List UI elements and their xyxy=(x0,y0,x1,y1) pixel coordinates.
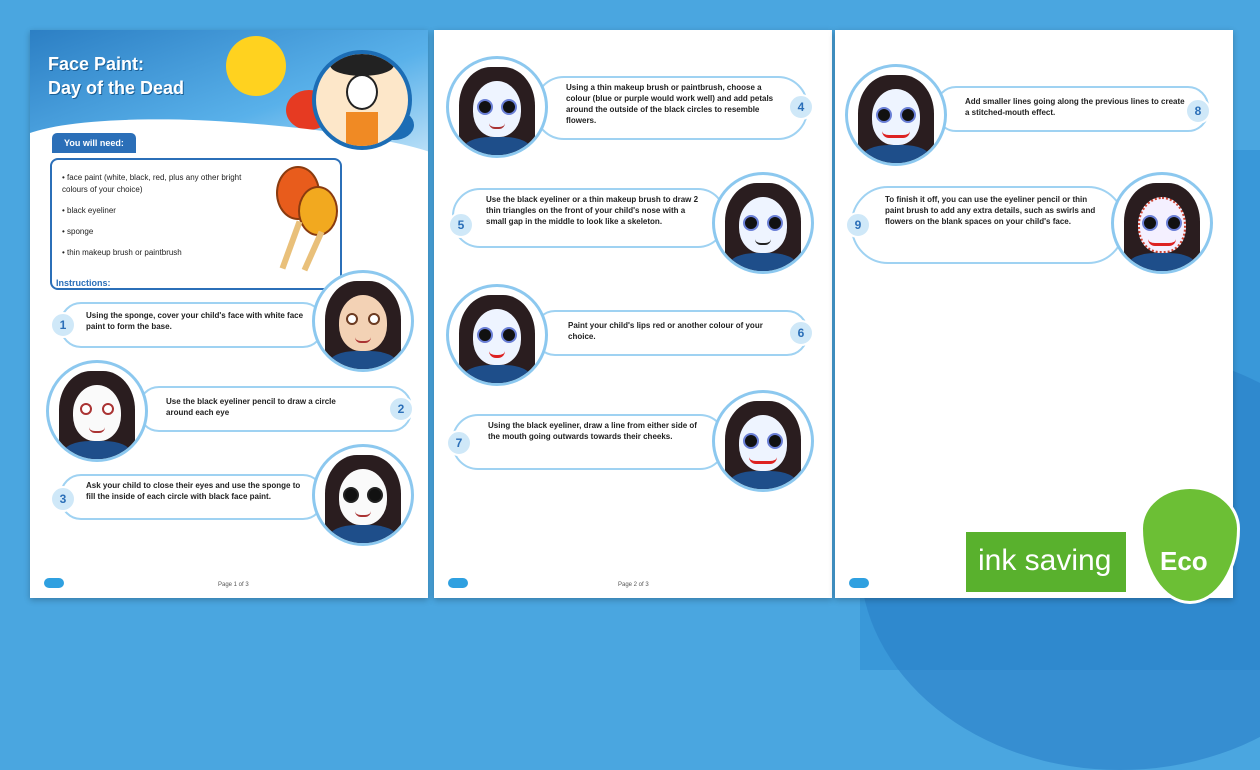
worksheet-page-2 xyxy=(434,30,832,598)
step-number: 4 xyxy=(788,94,814,120)
materials-box xyxy=(50,158,342,290)
step-text: Use the black eyeliner or a thin makeup brush to draw 2 thin triangles on the front of your child's nose with a small gap in the middle to look like a skeleton. xyxy=(486,195,699,226)
twinkl-logo xyxy=(849,578,869,588)
skeleton-illustration xyxy=(312,50,412,150)
yellow-splash xyxy=(226,36,286,96)
face-illustration xyxy=(446,56,548,158)
face-illustration xyxy=(1111,172,1213,274)
face-illustration xyxy=(312,444,414,546)
face-illustration xyxy=(845,64,947,166)
step-text: To finish it off, you can use the eyeliner pencil or thin paint brush to add any extra details, such as swirls and flowers on the blank spaces on your child's face. xyxy=(885,195,1096,226)
list-item: • sponge xyxy=(62,227,94,236)
step-number: 6 xyxy=(788,320,814,346)
step-number: 9 xyxy=(845,212,871,238)
twinkl-logo xyxy=(448,578,468,588)
step-text: Use the black eyeliner pencil to draw a circle around each eye xyxy=(166,397,336,417)
ink-saving-label: ink saving xyxy=(978,544,1112,577)
step-text: Using a thin makeup brush or paintbrush, choose a colour (blue or purple would work well) and add petals around the outside of the black circles to resemble flowers. xyxy=(566,83,774,125)
face-illustration xyxy=(46,360,148,462)
step-number: 3 xyxy=(50,486,76,512)
list-item: • black eyeliner xyxy=(62,206,116,215)
maraca-illustration xyxy=(298,186,338,236)
step-text: Paint your child's lips red or another colour of your choice. xyxy=(568,321,763,341)
step-number: 5 xyxy=(448,212,474,238)
list-item: • face paint (white, black, red, plus any other bright colours of your choice) xyxy=(62,173,242,194)
step-number: 8 xyxy=(1185,98,1211,124)
face-illustration xyxy=(712,172,814,274)
step-text: Using the sponge, cover your child's face with white face paint to form the base. xyxy=(86,311,304,331)
step-text: Ask your child to close their eyes and use the sponge to fill the inside of each circle with black face paint. xyxy=(86,481,301,501)
page-title: Face Paint: Day of the Dead xyxy=(48,54,185,98)
worksheet-page-1 xyxy=(30,30,428,598)
step-number: 7 xyxy=(446,430,472,456)
page-number: Page 2 of 3 xyxy=(618,582,649,588)
step-text: Add smaller lines going along the previous lines to create a stitched-mouth effect. xyxy=(965,97,1185,117)
list-item: • thin makeup brush or paintbrush xyxy=(62,248,182,257)
page-number: Page 1 of 3 xyxy=(218,582,249,588)
face-illustration xyxy=(312,270,414,372)
step-number: 2 xyxy=(388,396,414,422)
step-text: Using the black eyeliner, draw a line from either side of the mouth going outwards towards their cheeks. xyxy=(488,421,697,441)
you-will-need-label: You will need: xyxy=(52,133,136,153)
twinkl-logo xyxy=(44,578,64,588)
face-illustration xyxy=(712,390,814,492)
face-illustration xyxy=(446,284,548,386)
eco-label: Eco xyxy=(1160,546,1208,576)
step-number: 1 xyxy=(50,312,76,338)
instructions-heading: Instructions: xyxy=(56,278,111,288)
